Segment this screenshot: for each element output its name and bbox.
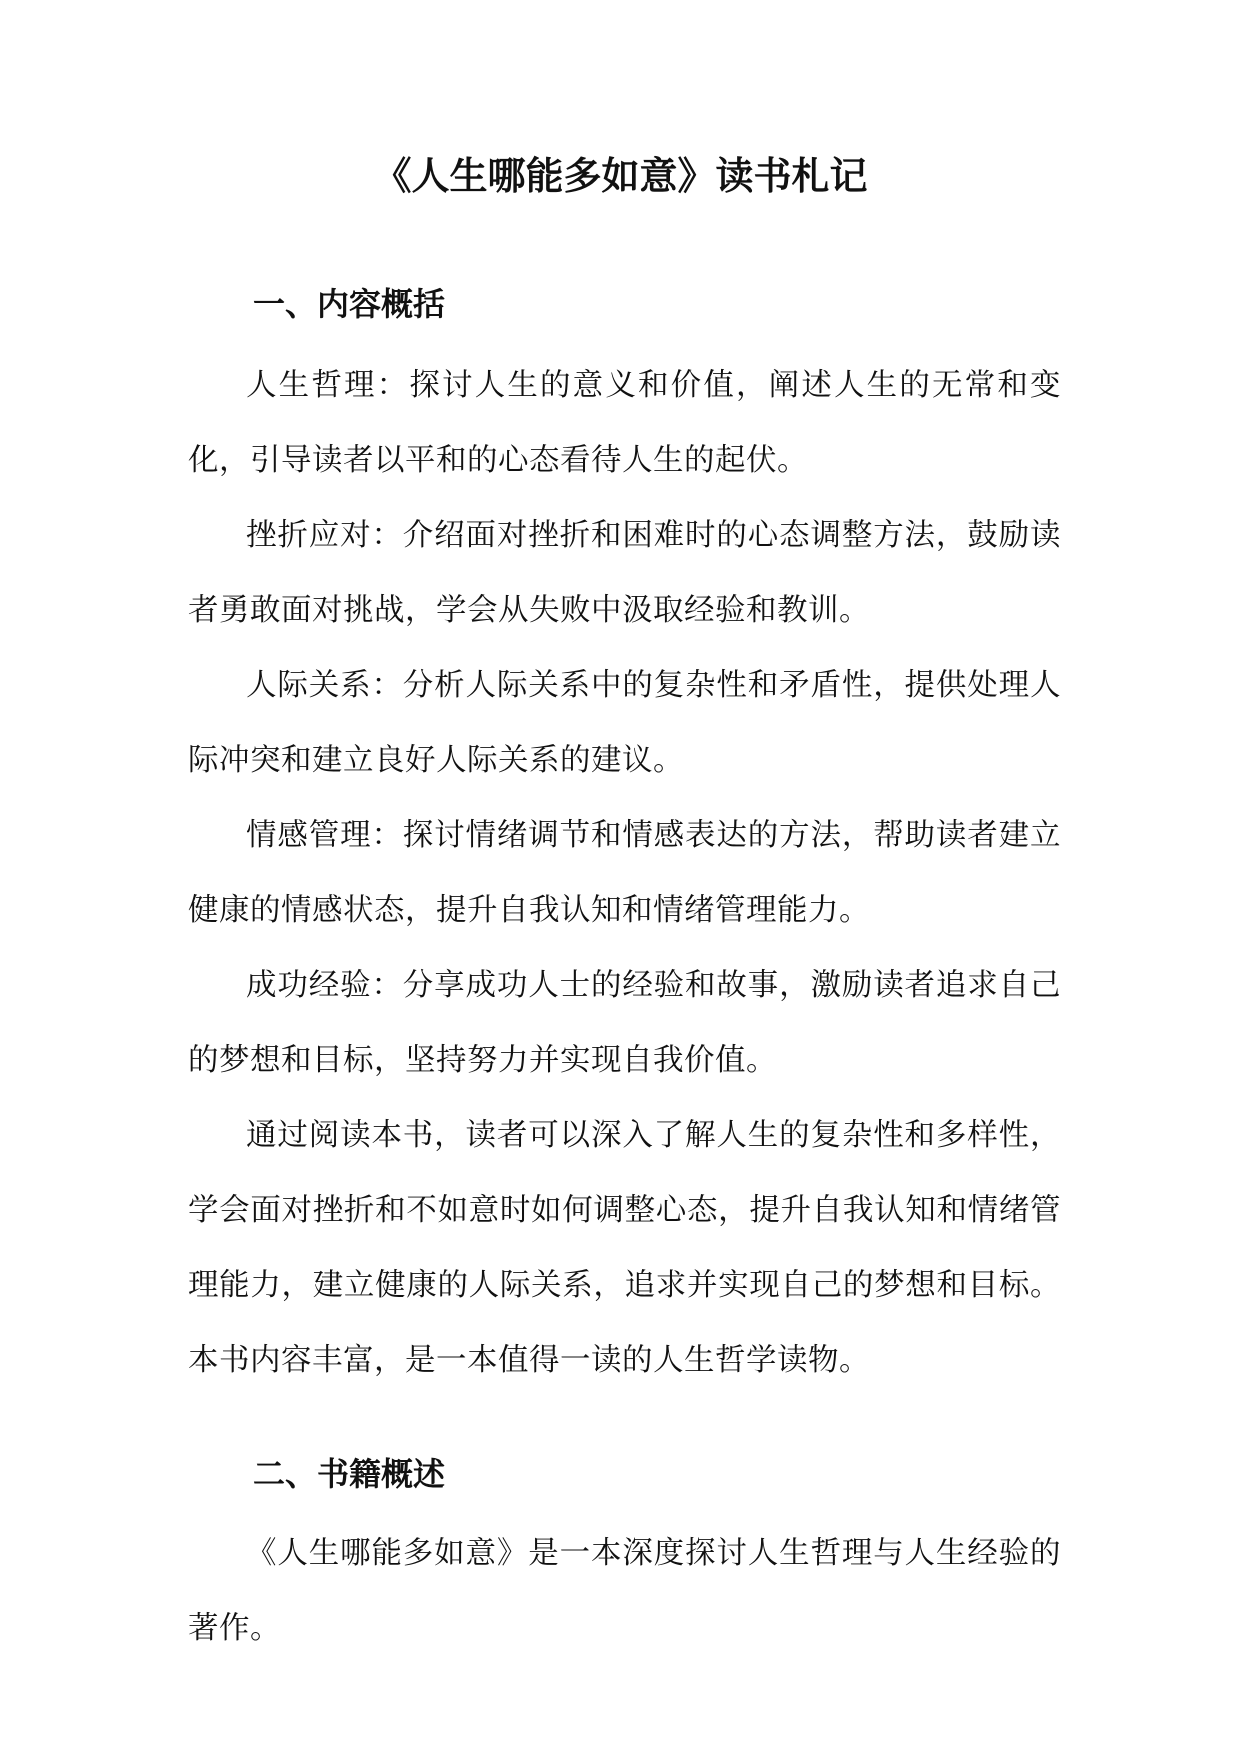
paragraph-setback-coping: 挫折应对：介绍面对挫折和困难时的心态调整方法，鼓励读者勇敢面对挑战，学会从失败中汲取经验和教训。: [188, 518, 1061, 628]
section-heading-book-overview: 二、书籍概述: [253, 1455, 446, 1493]
document-title: 《人生哪能多如意》读书札记: [373, 153, 868, 198]
paragraph-interpersonal-relations: 人际关系：分析人际关系中的复杂性和矛盾性，提供处理人际冲突和建立良好人际关系的建议。: [188, 668, 1061, 778]
paragraph-book-overview: 《人生哪能多如意》是一本深度探讨人生哲理与人生经验的著作。: [188, 1536, 1061, 1646]
paragraph-success-experience: 成功经验：分享成功人士的经验和故事，激励读者追求自己的梦想和目标，坚持努力并实现自我价值。: [188, 968, 1061, 1078]
paragraph-summary: 通过阅读本书，读者可以深入了解人生的复杂性和多样性，学会面对挫折和不如意时如何调整心态，提升自我认知和情绪管理能力，建立健康的人际关系，追求并实现自己的梦想和目标。本书内容丰富，是一本值得一读的人生哲学读物。: [188, 1118, 1061, 1378]
paragraph-emotion-management: 情感管理：探讨情绪调节和情感表达的方法，帮助读者建立健康的情感状态，提升自我认知和情绪管理能力。: [188, 818, 1061, 928]
paragraph-life-philosophy: 人生哲理：探讨人生的意义和价值，阐述人生的无常和变化，引导读者以平和的心态看待人生的起伏。: [188, 368, 1061, 478]
section-heading-content-summary: 一、内容概括: [253, 285, 446, 323]
